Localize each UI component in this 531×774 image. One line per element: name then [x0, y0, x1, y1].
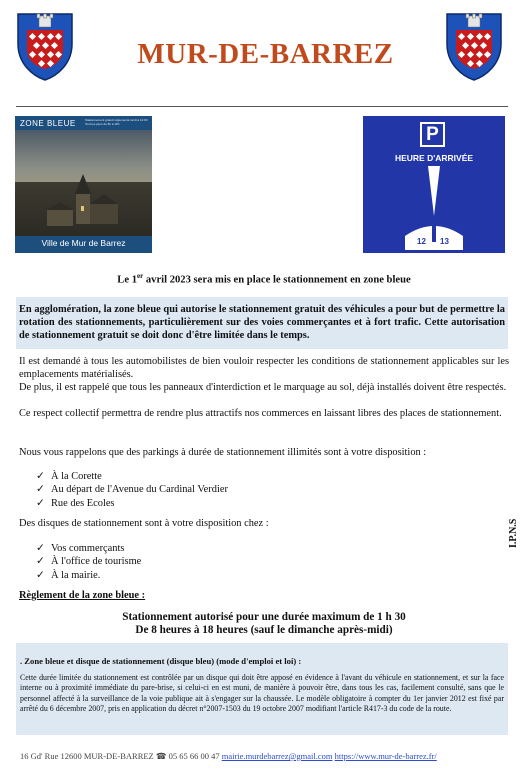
intro-before: Le 1: [117, 274, 138, 286]
list-item: [36, 555, 436, 568]
intro-line: [19, 270, 509, 287]
town-photo: [15, 116, 152, 253]
footer-phone: 05 65 66 00 47: [166, 751, 222, 761]
ipns-label: I.P.N.S: [508, 518, 519, 548]
parking-item-label: Au départ de l'Avenue du Cardinal Verdier: [51, 484, 228, 496]
footer: [20, 751, 520, 762]
intro-after: avril 2023 sera mis en place le stationnement en zone bleue: [143, 274, 411, 286]
phone-icon: ☎: [155, 751, 167, 761]
disques-heading: Des disques de stationnement sont à votre disposition chez :: [19, 518, 269, 529]
parkings-heading: Nous vous rappelons que des parkings à durée de stationnement illimités sont à votre disposition :: [19, 447, 427, 458]
disques-list: [36, 542, 436, 582]
list-item: [36, 470, 436, 483]
check-icon: ✓: [36, 497, 45, 509]
reglement-line-1: Stationnement autorisé pour une durée maximum de 1 h 30: [122, 611, 406, 623]
photo-caption: Ville de Mur de Barrez: [41, 238, 126, 248]
mode-emploi-body: Cette durée limitée du stationnement est contrôlée par un disque qui doit être apposé en évidence à l'avant du véhicule en stationnement, et sur la face interne ou à proximité immédiate du pare-brise, si celui-ci en est muni, de manière à pouvoir être, dans tous les cas, facilement consulté, sans que le personnel affecté à la surveillance de la voie publique ait à s'engager sur la chaussée. Le modèle obligatoire à compter du 1er janvier 2012 est fixé par arrêté du 6 décembre 2007, pris en application du décret n°2007-1503 du 19 octobre 2007 modifiant l'article R417-3 du code de la route.: [20, 673, 504, 714]
reglement-line-2: De 8 heures à 18 heures (sauf le dimanche après-midi): [135, 624, 393, 636]
paragraph-panneaux: De plus, il est rappelé que tous les panneaux d'interdiction et le marquage au sol, déjà installés doivent être respectés.: [19, 382, 507, 393]
header-divider: [16, 106, 508, 107]
intro-box-text: En agglomération, la zone bleue qui autorise le stationnement gratuit des véhicules a pour but de permettre la rotation des stationnements, particulièrement sur des voies commerçantes et à fort trafic. Cette autorisation de stationnement gratuit se doit donc d'être limitée dans le temps.: [19, 304, 505, 341]
parking-item-label: À la Corette: [51, 471, 102, 482]
page-title: MUR-DE-BARREZ: [137, 38, 394, 70]
footer-address: 16 Gd' Rue 12600 MUR-DE-BARREZ: [20, 751, 156, 761]
parking-disc-image: [363, 116, 505, 253]
check-icon: ✓: [36, 556, 45, 568]
dial-hour-13: 13: [440, 237, 449, 246]
list-item: [36, 569, 436, 582]
disque-item-label: À la mairie.: [51, 569, 101, 581]
church-illustration: [45, 156, 125, 236]
check-icon: ✓: [36, 484, 45, 496]
zone-bleue-label: ZONE BLEUE: [20, 119, 76, 128]
intro-sup: er: [137, 272, 144, 280]
paragraph-respect: Ce respect collectif permettra de rendre plus attractifs nos commerces en laissant libres des places de stationnement.: [19, 408, 502, 419]
heure-arrivee-label: HEURE D'ARRIVÉE: [394, 153, 474, 163]
check-icon: ✓: [36, 569, 45, 581]
zone-bleue-small-text: Stationnement gratuit réglementé lundi à 14:00 Tout les jours de 8h à 18h: [85, 118, 148, 126]
list-item: [36, 483, 436, 496]
dial-hour-12: 12: [417, 237, 426, 246]
disc-dial-illustration: [403, 164, 465, 250]
list-item: [36, 497, 436, 510]
paragraph-conditions: Il est demandé à tous les automobilistes de bien vouloir respecter les conditions de stationnement applicables sur les emplacements matérialisés.: [19, 356, 509, 380]
mode-emploi-title: . Zone bleue et disque de stationnement (disque bleu) (mode d'emploi et loi) :: [20, 656, 302, 666]
list-item: [36, 542, 436, 555]
reglement-heading: Règlement de la zone bleue :: [19, 590, 146, 601]
intro-box: [16, 297, 508, 349]
parking-item-label: Rue des Ecoles: [51, 497, 115, 509]
parkings-list: [36, 470, 436, 510]
mode-emploi-box: [16, 643, 508, 735]
parking-p-icon: P: [420, 122, 445, 147]
disque-item-label: À l'office de tourisme: [51, 556, 142, 568]
footer-website-link[interactable]: https://www.mur-de-barrez.fr/: [334, 751, 437, 761]
disque-item-label: Vos commerçants: [51, 543, 125, 554]
check-icon: ✓: [36, 543, 45, 554]
check-icon: ✓: [36, 471, 45, 482]
footer-email-link[interactable]: mairie.murdebarrez@gmail.com: [221, 751, 333, 761]
